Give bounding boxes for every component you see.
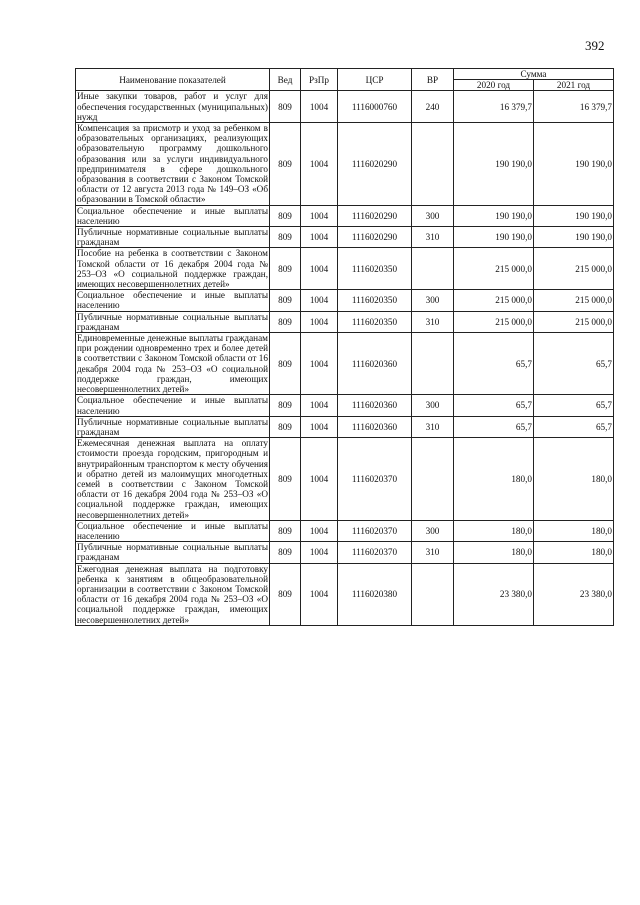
table-cell-csr: 1116020290 — [338, 227, 412, 248]
table-cell-ved: 809 — [270, 563, 301, 625]
table-cell-ved: 809 — [270, 395, 301, 416]
table-cell-name: Социальное обеспечение и иные выплаты населению — [77, 290, 268, 311]
table-cell-vr: 310 — [412, 542, 454, 563]
table-cell-2020: 180,0 — [454, 520, 534, 541]
table-cell-rzpr: 1004 — [301, 563, 338, 625]
table-cell-2021: 180,0 — [534, 520, 614, 541]
table-cell-ved: 809 — [270, 290, 301, 311]
table-cell-vr: 300 — [412, 290, 454, 311]
table-row — [76, 123, 614, 206]
table-cell-2021: 65,7 — [534, 416, 614, 437]
header-row — [76, 69, 614, 80]
table-cell-rzpr: 1004 — [301, 123, 338, 206]
table-cell-vr — [412, 438, 454, 521]
table-row — [76, 227, 614, 248]
header-sum: Сумма — [454, 69, 614, 80]
table-cell-rzpr: 1004 — [301, 290, 338, 311]
table-cell-ved: 809 — [270, 333, 301, 395]
table-cell-csr: 1116020350 — [338, 290, 412, 311]
table-cell-2021: 180,0 — [534, 438, 614, 521]
table-cell-csr: 1116020370 — [338, 438, 412, 521]
table-cell-2020: 65,7 — [454, 333, 534, 395]
table-row — [76, 395, 614, 416]
table-cell-rzpr: 1004 — [301, 438, 338, 521]
table-cell-2020: 180,0 — [454, 542, 534, 563]
table-cell-2020: 215 000,0 — [454, 290, 534, 311]
table-cell-csr: 1116020350 — [338, 311, 412, 332]
table-row — [76, 438, 614, 521]
table-cell-name: Ежемесячная денежная выплата на оплату стоимости проезда городским, пригородным и внутрирайонным транспортом к месту обучения и обратно детей из малоимущих многодетных семей в соответствии с Законом Томской области от 16 декабря 2004 года № 253–ОЗ «О социальной поддержке граждан, имеющих несовершеннолетних детей» — [77, 438, 268, 520]
table-cell-csr: 1116020370 — [338, 542, 412, 563]
table-cell-name: Публичные нормативные социальные выплаты гражданам — [77, 227, 268, 248]
table-cell-rzpr: 1004 — [301, 416, 338, 437]
table-cell-2020: 23 380,0 — [454, 563, 534, 625]
table-cell-2020: 65,7 — [454, 395, 534, 416]
table-row — [76, 542, 614, 563]
table-cell-vr: 310 — [412, 416, 454, 437]
table-body — [76, 91, 614, 625]
table-cell-2021: 190 190,0 — [534, 227, 614, 248]
table-cell-vr: 310 — [412, 227, 454, 248]
table-cell-rzpr: 1004 — [301, 395, 338, 416]
table-cell-name: Публичные нормативные социальные выплаты гражданам — [77, 416, 268, 437]
table-cell-2020: 215 000,0 — [454, 248, 534, 290]
table-cell-vr: 300 — [412, 395, 454, 416]
table-cell-2020: 190 190,0 — [454, 123, 534, 206]
table-row — [76, 563, 614, 625]
table-row — [76, 520, 614, 541]
table-cell-2021: 215 000,0 — [534, 248, 614, 290]
table-cell-2020: 190 190,0 — [454, 205, 534, 226]
table-cell-csr: 1116020370 — [338, 520, 412, 541]
table-cell-name: Ежегодная денежная выплата на подготовку ребенка к занятиям в общеобразовательной организации в соответствии с Законом Томской области от 16 декабря 2004 года № 253–ОЗ «О социальной поддержке граждан, имеющих несовершеннолетних детей» — [77, 563, 268, 625]
table-cell-rzpr: 1004 — [301, 520, 338, 541]
table-cell-vr: 240 — [412, 91, 454, 123]
table-cell-2021: 215 000,0 — [534, 311, 614, 332]
table-cell-vr: 300 — [412, 520, 454, 541]
table-row — [76, 333, 614, 395]
table-cell-ved: 809 — [270, 248, 301, 290]
table-cell-rzpr: 1004 — [301, 311, 338, 332]
table-cell-rzpr: 1004 — [301, 227, 338, 248]
table-cell-vr — [412, 563, 454, 625]
table-row — [76, 248, 614, 290]
table-cell-name: Пособие на ребенка в соответствии с Законом Томской области от 16 декабря 2004 года № 253–ОЗ «О социальной поддержке граждан, имеющих несовершеннолетних детей» — [77, 248, 268, 290]
table-cell-vr — [412, 333, 454, 395]
page-number: 392 — [585, 38, 605, 53]
budget-table — [75, 68, 614, 626]
table-row — [76, 311, 614, 332]
table-cell-vr — [412, 248, 454, 290]
table-cell-ved: 809 — [270, 416, 301, 437]
table-cell-ved: 809 — [270, 205, 301, 226]
table-cell-name: Публичные нормативные социальные выплаты гражданам — [77, 311, 268, 332]
table-cell-rzpr: 1004 — [301, 542, 338, 563]
table-cell-name: Публичные нормативные социальные выплаты гражданам — [77, 542, 268, 563]
table-cell-rzpr: 1004 — [301, 205, 338, 226]
table-cell-2021: 16 379,7 — [534, 91, 614, 123]
table-cell-name: Социальное обеспечение и иные выплаты населению — [77, 520, 268, 541]
table-cell-name: Социальное обеспечение и иные выплаты населению — [77, 395, 268, 416]
table-cell-vr: 300 — [412, 205, 454, 226]
table-cell-2021: 180,0 — [534, 542, 614, 563]
table-cell-ved: 809 — [270, 520, 301, 541]
table-cell-name: Иные закупки товаров, работ и услуг для обеспечения государственных (муниципальных) нужд — [77, 91, 268, 122]
header-csr: ЦСР — [338, 69, 412, 91]
header-rzpr: РзПр — [301, 69, 338, 91]
table-cell-csr: 1116020360 — [338, 395, 412, 416]
table-cell-rzpr: 1004 — [301, 91, 338, 123]
table-cell-ved: 809 — [270, 438, 301, 521]
table-cell-csr: 1116020360 — [338, 333, 412, 395]
table-cell-csr: 1116020290 — [338, 205, 412, 226]
table-cell-csr: 1116020350 — [338, 248, 412, 290]
table-cell-name: Социальное обеспечение и иные выплаты населению — [77, 205, 268, 226]
header-vr: ВР — [412, 69, 454, 91]
table-cell-ved: 809 — [270, 227, 301, 248]
table-cell-ved: 809 — [270, 91, 301, 123]
table-cell-2020: 190 190,0 — [454, 227, 534, 248]
table-cell-2021: 215 000,0 — [534, 290, 614, 311]
table-cell-2020: 65,7 — [454, 416, 534, 437]
table-cell-2020: 215 000,0 — [454, 311, 534, 332]
table-cell-csr: 1116020380 — [338, 563, 412, 625]
table-cell-2021: 65,7 — [534, 333, 614, 395]
header-ved: Вед — [270, 69, 301, 91]
table-row — [76, 91, 614, 123]
table-cell-csr: 1116020290 — [338, 123, 412, 206]
table-cell-name: Единовременные денежные выплаты гражданам при рождении одновременно трех и более детей в соответствии с Законом Томской области от 16 декабря 2004 года № 253–ОЗ «О социальной поддержке граждан, имеющих несовершеннолетних детей» — [77, 333, 268, 395]
header-name: Наименование показателей — [76, 69, 270, 91]
table-row — [76, 290, 614, 311]
table-cell-2021: 190 190,0 — [534, 123, 614, 206]
table-row — [76, 416, 614, 437]
table-cell-ved: 809 — [270, 542, 301, 563]
table-cell-name: Компенсация за присмотр и уход за ребенком в образовательных организациях, реализующих образовательную программу дошкольного образования или за услуги индивидуального предпринимателя в сфере дошкольного образования в соответствии с Законом Томской области от 12 августа 2013 года № 149–ОЗ «Об образовании в Томской области» — [77, 123, 268, 205]
table-cell-rzpr: 1004 — [301, 333, 338, 395]
table-cell-csr: 1116020360 — [338, 416, 412, 437]
table-cell-ved: 809 — [270, 311, 301, 332]
header-year-2020: 2020 год — [454, 80, 534, 91]
table-row — [76, 205, 614, 226]
table-cell-csr: 1116000760 — [338, 91, 412, 123]
table-cell-2021: 65,7 — [534, 395, 614, 416]
header-year-2021: 2021 год — [534, 80, 614, 91]
table-cell-vr — [412, 123, 454, 206]
table-cell-2020: 16 379,7 — [454, 91, 534, 123]
table-cell-2020: 180,0 — [454, 438, 534, 521]
table-cell-2021: 23 380,0 — [534, 563, 614, 625]
table-cell-2021: 190 190,0 — [534, 205, 614, 226]
table-cell-rzpr: 1004 — [301, 248, 338, 290]
table-cell-vr: 310 — [412, 311, 454, 332]
table-cell-ved: 809 — [270, 123, 301, 206]
